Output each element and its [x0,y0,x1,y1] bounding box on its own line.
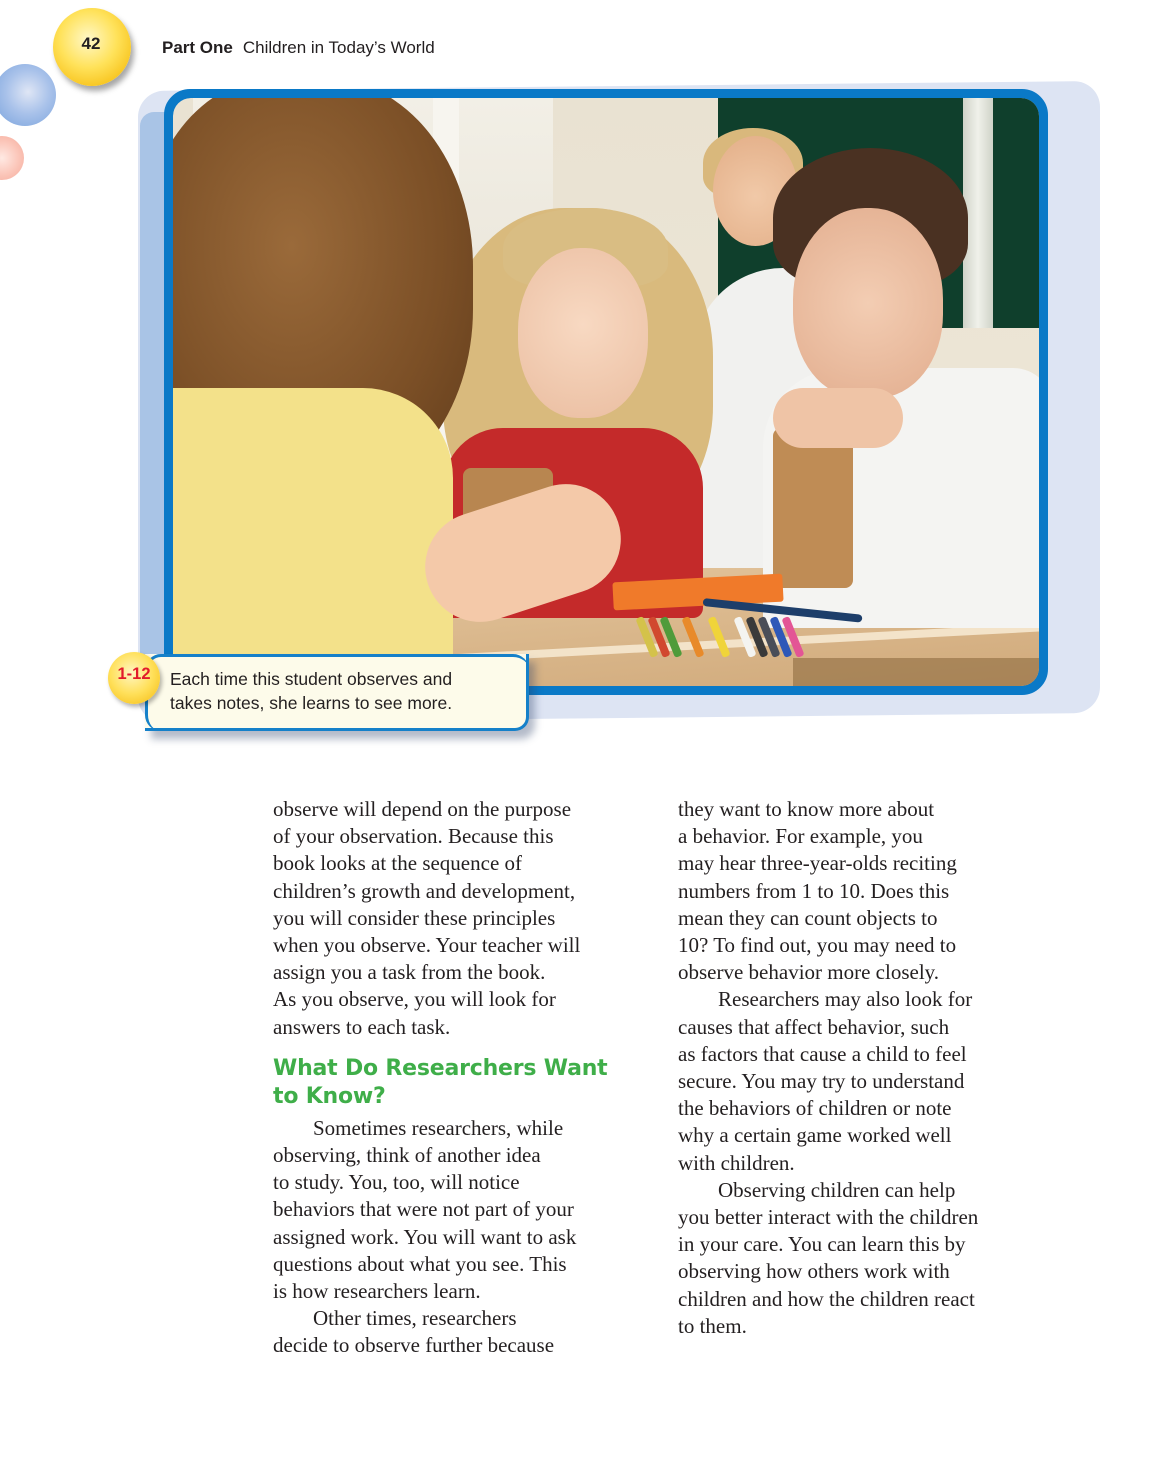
page-number: 42 [81,34,101,53]
text-column-left [273,796,653,1360]
figure-caption [145,654,529,731]
decorative-blue-circle [0,64,56,126]
figure-caption-text: Each time this student observes and takes notes, she learns to see more. [170,669,453,713]
paragraph: Observing children can help you better interact with the children in your care. You can learn this by observing how others work with children and how the children react to them. [678,1177,979,1338]
paragraph: observe will depend on the purpose of your observation. Because this book looks at the sequence of children’s growth and development, you will consider these principles when you observe. Your teacher will assign you a task from the book. As you observe, you will look for answers to each task. [273,797,581,1039]
decorative-pink-circle [0,136,24,180]
paragraph: Researchers may also look for causes that affect behavior, such as factors that cause a child to feel secure. You may try to understand the behaviors of children or note why a certain game worked well with children. [678,987,973,1175]
classroom-photo [173,98,1039,686]
header-chapter-title: Children in Today’s World [242,38,435,57]
running-header [162,38,435,58]
header-part-label: Part One [162,38,233,57]
text-column-right [678,796,1058,1340]
paragraph: Other times, researchers decide to observe further because [273,1306,555,1358]
figure-photo-frame [164,89,1048,695]
paragraph: they want to know more about a behavior. For example, you may hear three-year-olds reciting numbers from 1 to 10. Does this mean they can count objects to 10? To find out, you may need to observe behavior more closely. [678,797,957,985]
section-heading: What Do Researchers Want to Know? [273,1055,608,1109]
figure-number: 1-12 [117,664,151,683]
page-number-badge [53,8,131,86]
figure-number-badge [108,652,160,704]
paragraph: Sometimes researchers, while observing, think of another idea to study. You, too, will notice behaviors that were not part of your assigned work. You will want to ask questions about what you see. This is how researchers learn. [273,1115,577,1304]
